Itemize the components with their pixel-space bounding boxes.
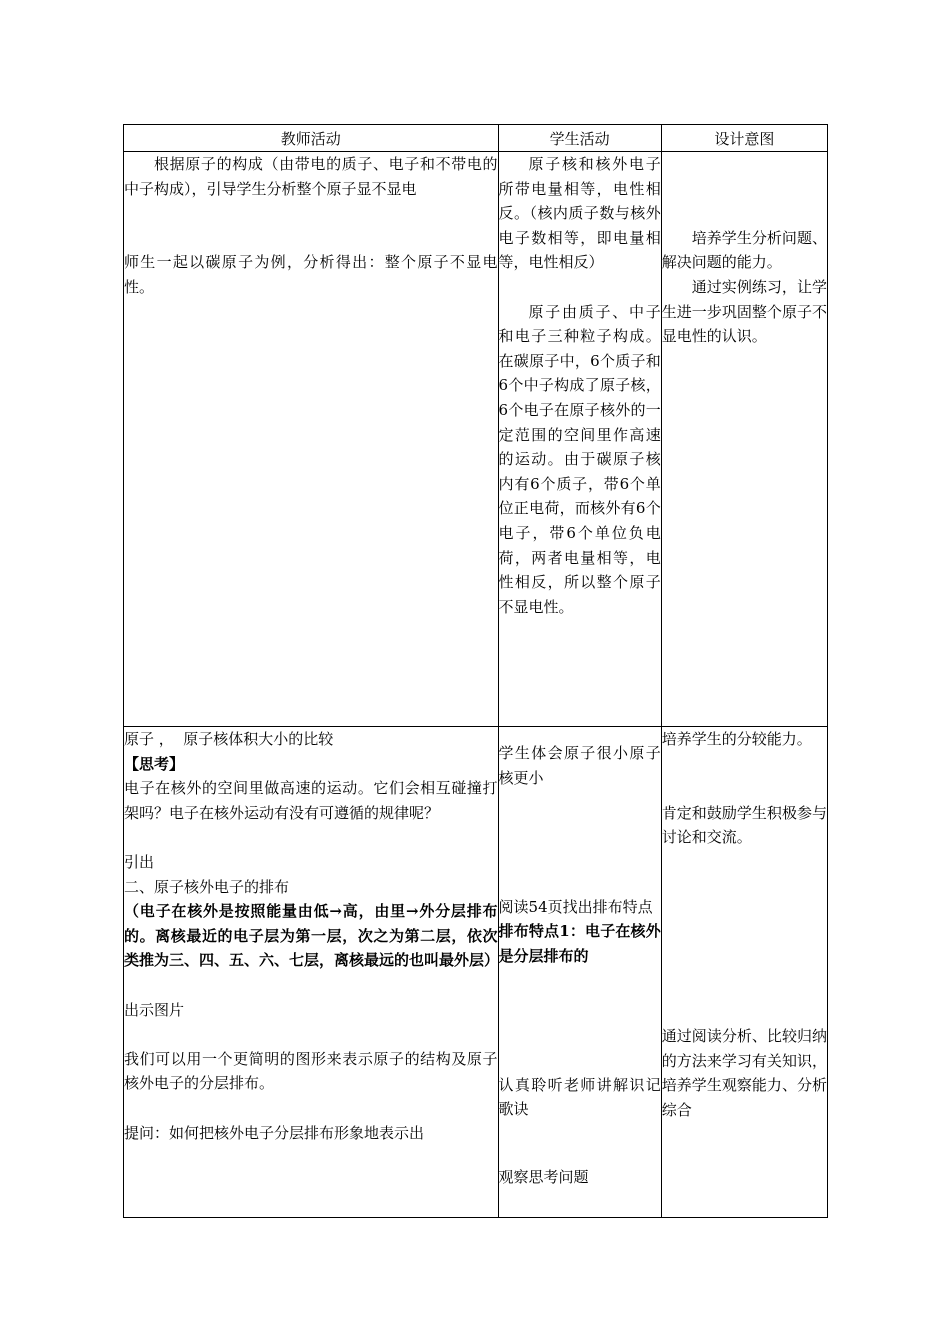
header-row bbox=[124, 125, 828, 152]
row1-teacher-cell bbox=[124, 152, 499, 727]
lead-text: 引出 bbox=[124, 852, 155, 871]
row1-design-para-1: 培养学生分析问题、解决问题的能力。 bbox=[661, 228, 827, 272]
observe-text: 观察思考问题 bbox=[498, 1167, 589, 1186]
header-student-activity: 学生活动 bbox=[498, 125, 661, 152]
table-row bbox=[124, 727, 828, 1218]
row2-student-cell bbox=[498, 727, 661, 1218]
encourage-text: 肯定和鼓励学生积极参与讨论和交流。 bbox=[661, 803, 827, 847]
listen-text: 认真聆听老师讲解识记歌诀 bbox=[498, 1075, 661, 1119]
header-teacher-activity: 教师活动 bbox=[124, 125, 499, 152]
simple-diagram-text: 我们可以用一个更简明的图形来表示原子的结构及原子核外电子的分层排布。 bbox=[124, 1049, 498, 1093]
row2-teacher-cell bbox=[124, 727, 499, 1218]
read-page-text: 阅读54页找出排布特点 bbox=[498, 897, 653, 916]
header-design-intent: 设计意图 bbox=[661, 125, 827, 152]
think-heading: 【思考】 bbox=[124, 754, 185, 773]
row2-design-cell bbox=[661, 727, 827, 1218]
show-picture-text: 出示图片 bbox=[124, 1000, 185, 1019]
think-question: 电子在核外的空间里做高速的运动。它们会相互碰撞打架吗？电子在核外运动有没有可遵循的规律呢？ bbox=[124, 779, 498, 822]
ask-question-text: 提问：如何把核外电子分层排布形象地表示出 bbox=[124, 1123, 425, 1142]
table-row bbox=[124, 152, 828, 727]
method-text: 通过阅读分析、比较归纳的方法来学习有关知识，培养学生观察能力、分析综合 bbox=[661, 1027, 827, 1119]
row1-student-cell bbox=[498, 152, 661, 727]
row1-teacher-para-1: 根据原子的构成（由带电的质子、电子和不带电的中子构成），引导学生分析整个原子显不显电 bbox=[124, 155, 498, 198]
feel-size-text: 学生体会原子很小原子核更小 bbox=[498, 744, 661, 787]
row1-design-para-2: 通过实例练习，让学生进一步巩固整个原子不显电性的认识。 bbox=[661, 277, 827, 346]
row1-student-para-2: 原子由质子、中子和电子三种粒子构成。在碳原子中，6个质子和6个中子构成了原子核，6个电子在原子核外的一定范围的空间里作高速的运动。由于碳原子核内有6个质子，带6个单位正电荷，而核外有6个电子，带6个单位负电荷，两者电量相等，电性相反，所以整个原子不显电性。 bbox=[498, 302, 661, 616]
row1-teacher-para-2: 师生一起以碳原子为例，分析得出：整个原子不显电性。 bbox=[124, 253, 498, 296]
size-compare-line: 原子 ， 原子核体积大小的比较 bbox=[124, 730, 334, 748]
row1-student-para-1: 原子核和核外电子所带电量相等，电性相反。（核内质子数与核外电子数相等，即电量相等，电性相反） bbox=[498, 155, 661, 272]
section-heading: 二、原子核外电子的排布 bbox=[124, 877, 290, 896]
arrangement-rule: （电子在核外是按照能量由低→高，由里→外分层排布的。离核最近的电子层为第一层，次之为第二层，依次类推为三、四、五、六、七层，离核最远的也叫最外层） bbox=[124, 902, 500, 970]
row1-design-cell bbox=[661, 152, 827, 727]
lesson-plan-table bbox=[123, 124, 828, 1218]
arrangement-feature-text: 排布特点1：电子在核外是分层排布的 bbox=[498, 922, 661, 965]
compare-ability-text: 培养学生的分较能力。 bbox=[661, 730, 812, 748]
